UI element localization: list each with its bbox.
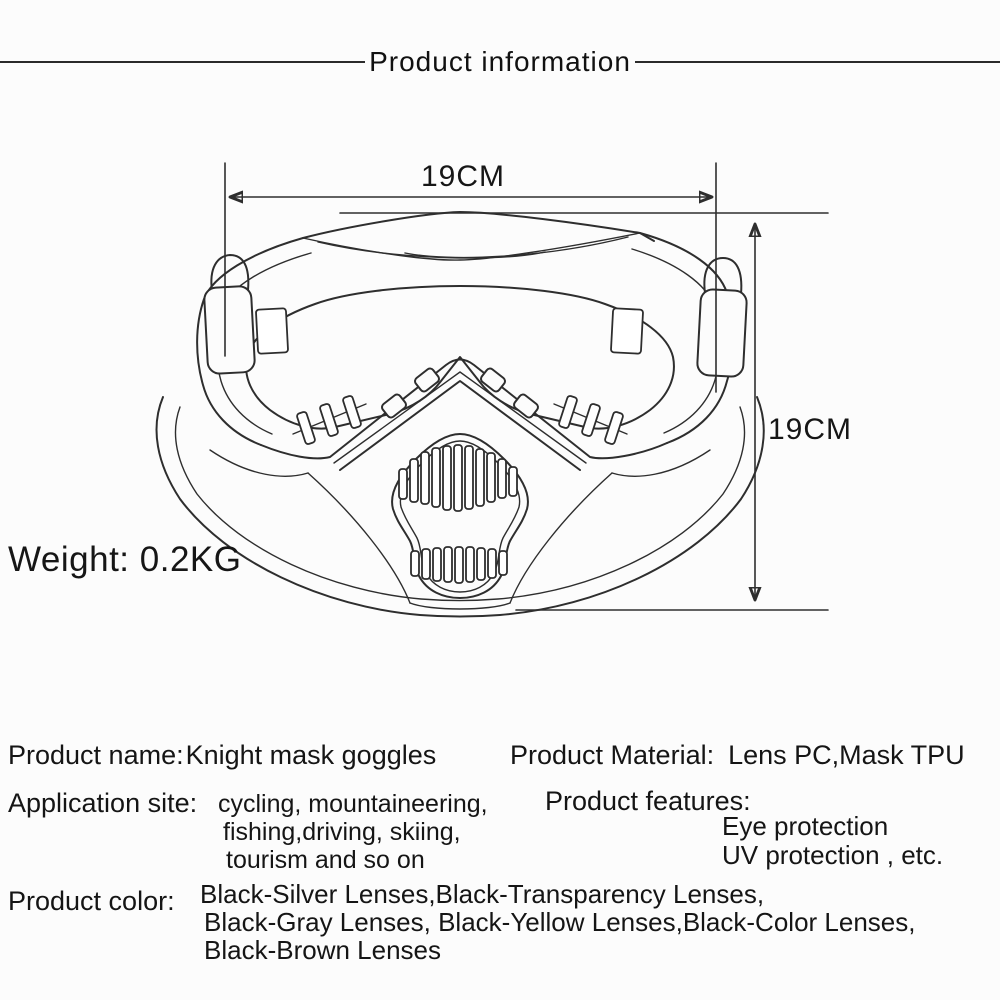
product-name-label: Product name: bbox=[8, 740, 184, 770]
product-features-value bbox=[722, 813, 943, 871]
product-color-line: Black-Silver Lenses,Black-Transparency Lenses, bbox=[200, 879, 765, 909]
weight-label: Weight: bbox=[8, 540, 130, 579]
page-title: Product information bbox=[369, 46, 631, 77]
width-dimension-label: 19CM bbox=[420, 160, 506, 193]
application-site-label-wrap bbox=[8, 788, 197, 819]
height-dimension-label: 19CM bbox=[768, 413, 853, 446]
product-material-row bbox=[510, 740, 965, 771]
product-features-label: Product features: bbox=[545, 786, 751, 816]
product-features-label-wrap bbox=[545, 786, 751, 817]
product-color-value bbox=[200, 881, 915, 965]
application-site-line: cycling, mountaineering, bbox=[218, 790, 488, 818]
product-name-row bbox=[8, 740, 436, 771]
weight-value: 0.2KG bbox=[139, 540, 242, 579]
product-name-value: Knight mask goggles bbox=[185, 740, 437, 770]
product-material-value: Lens PC,Mask TPU bbox=[728, 740, 965, 770]
product-color-label-wrap bbox=[8, 886, 175, 917]
application-site-line: fishing,driving, skiing, bbox=[223, 818, 461, 846]
application-site-line: tourism and so on bbox=[226, 846, 425, 874]
product-color-line: Black-Gray Lenses, Black-Yellow Lenses,Black-Color Lenses, bbox=[204, 907, 916, 937]
application-site-label: Application site: bbox=[8, 788, 198, 818]
product-color-line: Black-Brown Lenses bbox=[204, 935, 441, 965]
product-material-label: Product Material: bbox=[510, 740, 715, 770]
product-features-line: Eye protection bbox=[722, 811, 889, 841]
product-color-label: Product color: bbox=[8, 886, 175, 916]
application-site-value bbox=[218, 791, 488, 875]
product-features-line: UV protection , etc. bbox=[722, 840, 944, 870]
